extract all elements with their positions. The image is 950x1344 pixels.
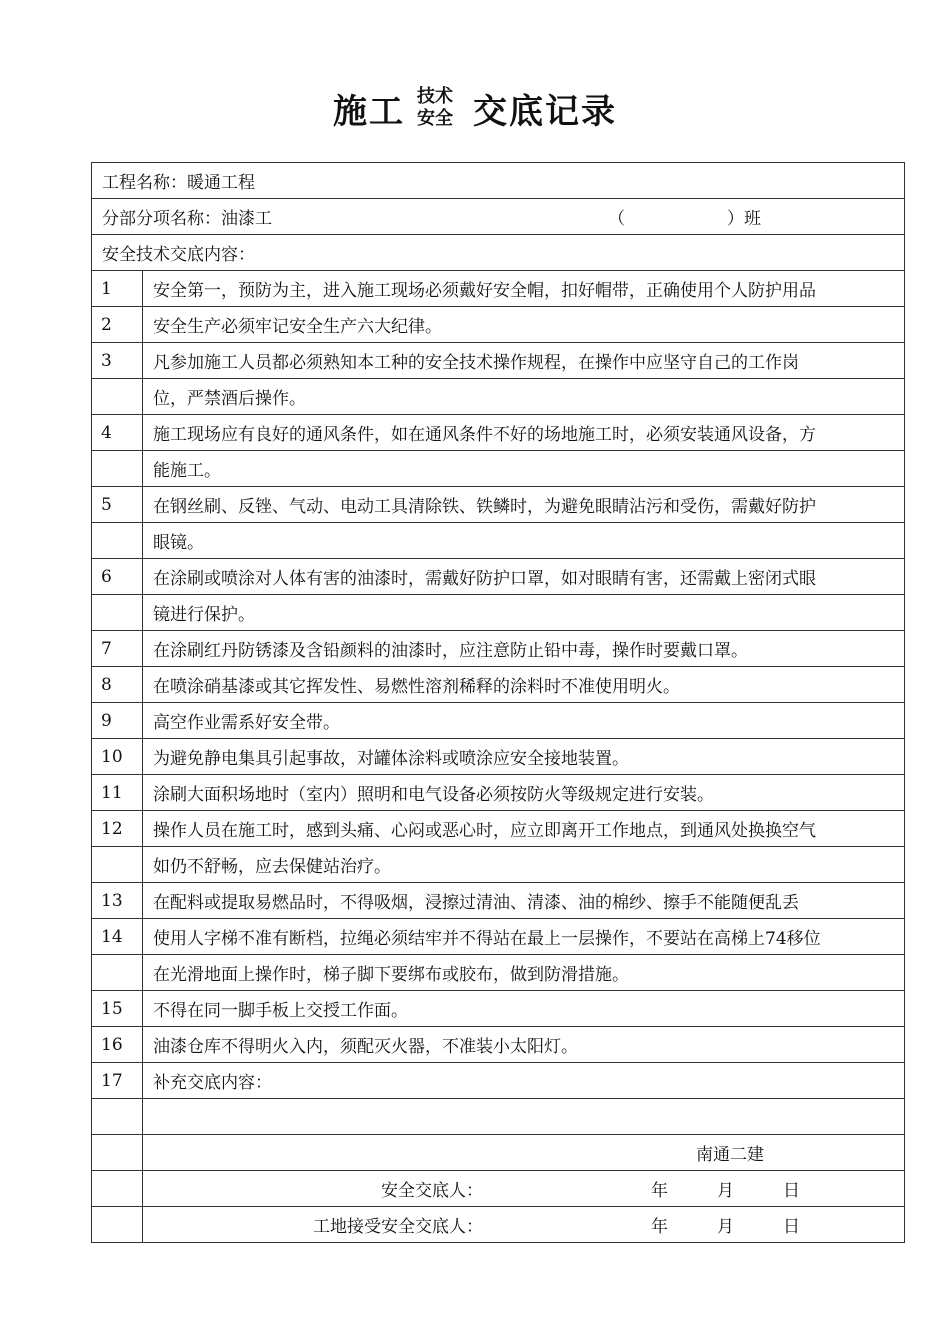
row-text: 施工现场应有良好的通风条件，如在通风条件不好的场地施工时，必须安装通风设备，方 (143, 415, 905, 451)
row-text: 在光滑地面上操作时，梯子脚下要绑布或胶布，做到防滑措施。 (143, 955, 905, 991)
row-text: 安全生产必须牢记安全生产六大纪律。 (143, 307, 905, 343)
table-row (92, 991, 905, 1027)
table-row (92, 343, 905, 379)
team-field: （ ）班 (608, 209, 761, 229)
row-number (92, 1207, 143, 1243)
row-number (92, 1135, 143, 1171)
table-row (92, 1063, 905, 1099)
row-number: 5 (92, 487, 143, 523)
title-left: 施工 (333, 91, 405, 132)
signer-cell (143, 1171, 905, 1207)
row-number (92, 451, 143, 487)
table-row (92, 703, 905, 739)
row-text: 镜进行保护。 (143, 595, 905, 631)
table-row (92, 847, 905, 883)
row-text: 能施工。 (143, 451, 905, 487)
title-stack-top: 技术 (417, 86, 453, 107)
table-row (92, 667, 905, 703)
row-number: 7 (92, 631, 143, 667)
year-label: 年 (651, 1181, 668, 1201)
row-number: 12 (92, 811, 143, 847)
receiver-row (92, 1207, 905, 1243)
receiver-date (651, 1212, 849, 1237)
row-number: 4 (92, 415, 143, 451)
row-text: 安全第一，预防为主，进入施工现场必须戴好安全帽，扣好帽带，正确使用个人防护用品 (143, 271, 905, 307)
receiver-cell (143, 1207, 905, 1243)
row-number: 2 (92, 307, 143, 343)
table-row (92, 883, 905, 919)
row-number: 6 (92, 559, 143, 595)
table-row (92, 307, 905, 343)
table-row (92, 487, 905, 523)
table-row (92, 811, 905, 847)
row-number (92, 847, 143, 883)
row-number: 8 (92, 667, 143, 703)
row-number (92, 595, 143, 631)
row-number: 10 (92, 739, 143, 775)
row-text: 为避免静电集具引起事故，对罐体涂料或喷涂应安全接地装置。 (143, 739, 905, 775)
day-label: 日 (783, 1217, 800, 1237)
table-row (92, 379, 905, 415)
month-label: 月 (717, 1217, 734, 1237)
table-row (92, 415, 905, 451)
row-text: 油漆仓库不得明火入内，须配灭火器，不准装小太阳灯。 (143, 1027, 905, 1063)
title-right: 交底记录 (473, 91, 617, 132)
row-text: 高空作业需系好安全带。 (143, 703, 905, 739)
company-name: 南通二建 (696, 1145, 764, 1165)
table-row (92, 595, 905, 631)
table-row (92, 451, 905, 487)
row-text: 位，严禁酒后操作。 (143, 379, 905, 415)
signer-label: 安全交底人： (381, 1181, 483, 1201)
content-label-row (92, 235, 905, 271)
document-title (0, 78, 950, 138)
row-number: 11 (92, 775, 143, 811)
row-number (92, 1171, 143, 1207)
row-text: 补充交底内容： (143, 1063, 905, 1099)
row-number: 17 (92, 1063, 143, 1099)
row-text: 在涂刷或喷涂对人体有害的油漆时，需戴好防护口罩，如对眼睛有害，还需戴上密闭式眼 (143, 559, 905, 595)
subproject-cell (92, 199, 905, 235)
table-row (92, 559, 905, 595)
year-label: 年 (651, 1217, 668, 1237)
table-row (92, 1099, 905, 1135)
table-row (92, 919, 905, 955)
month-label: 月 (717, 1181, 734, 1201)
row-number: 16 (92, 1027, 143, 1063)
subproject-name: 分部分项名称：油漆工 (102, 209, 272, 229)
row-number: 15 (92, 991, 143, 1027)
row-number: 13 (92, 883, 143, 919)
row-text: 如仍不舒畅，应去保健站治疗。 (143, 847, 905, 883)
row-text: 在钢丝刷、反锉、气动、电动工具清除铁、铁鳞时，为避免眼睛沾污和受伤，需戴好防护 (143, 487, 905, 523)
row-text: 眼镜。 (143, 523, 905, 559)
row-number (92, 523, 143, 559)
row-number: 9 (92, 703, 143, 739)
project-name: 工程名称：暖通工程 (92, 163, 905, 199)
content-label: 安全技术交底内容： (92, 235, 905, 271)
row-text: 在配料或提取易燃品时，不得吸烟，浸擦过清油、清漆、油的棉纱、擦手不能随便乱丢 (143, 883, 905, 919)
table-row (92, 523, 905, 559)
row-text: 涂刷大面积场地时（室内）照明和电气设备必须按防火等级规定进行安装。 (143, 775, 905, 811)
briefing-table (91, 162, 905, 1243)
company-cell (143, 1135, 905, 1171)
title-stack (417, 86, 453, 130)
company-row (92, 1135, 905, 1171)
signer-date (651, 1176, 849, 1201)
signer-row (92, 1171, 905, 1207)
subproject-row (92, 199, 905, 235)
table-row (92, 739, 905, 775)
row-text: 凡参加施工人员都必须熟知本工种的安全技术操作规程，在操作中应坚守自己的工作岗 (143, 343, 905, 379)
row-text: 操作人员在施工时，感到头痛、心闷或恶心时，应立即离开工作地点，到通风处换换空气 (143, 811, 905, 847)
receiver-label: 工地接受安全交底人： (313, 1217, 483, 1237)
row-number (92, 1099, 143, 1135)
table-row (92, 775, 905, 811)
row-text: 不得在同一脚手板上交授工作面。 (143, 991, 905, 1027)
row-number: 3 (92, 343, 143, 379)
row-number (92, 955, 143, 991)
day-label: 日 (783, 1181, 800, 1201)
table-row (92, 631, 905, 667)
row-text: 在喷涂硝基漆或其它挥发性、易燃性溶剂稀释的涂料时不准使用明火。 (143, 667, 905, 703)
row-text: 在涂刷红丹防锈漆及含铅颜料的油漆时，应注意防止铅中毒，操作时要戴口罩。 (143, 631, 905, 667)
table-row (92, 271, 905, 307)
title-stack-bottom: 安全 (417, 108, 453, 129)
row-number (92, 379, 143, 415)
row-number: 14 (92, 919, 143, 955)
table-row (92, 1027, 905, 1063)
project-row (92, 163, 905, 199)
row-number: 1 (92, 271, 143, 307)
row-text: 使用人字梯不准有断档，拉绳必须结牢并不得站在最上一层操作，不要站在高梯上74移位 (143, 919, 905, 955)
table-row (92, 955, 905, 991)
row-text (143, 1099, 905, 1135)
